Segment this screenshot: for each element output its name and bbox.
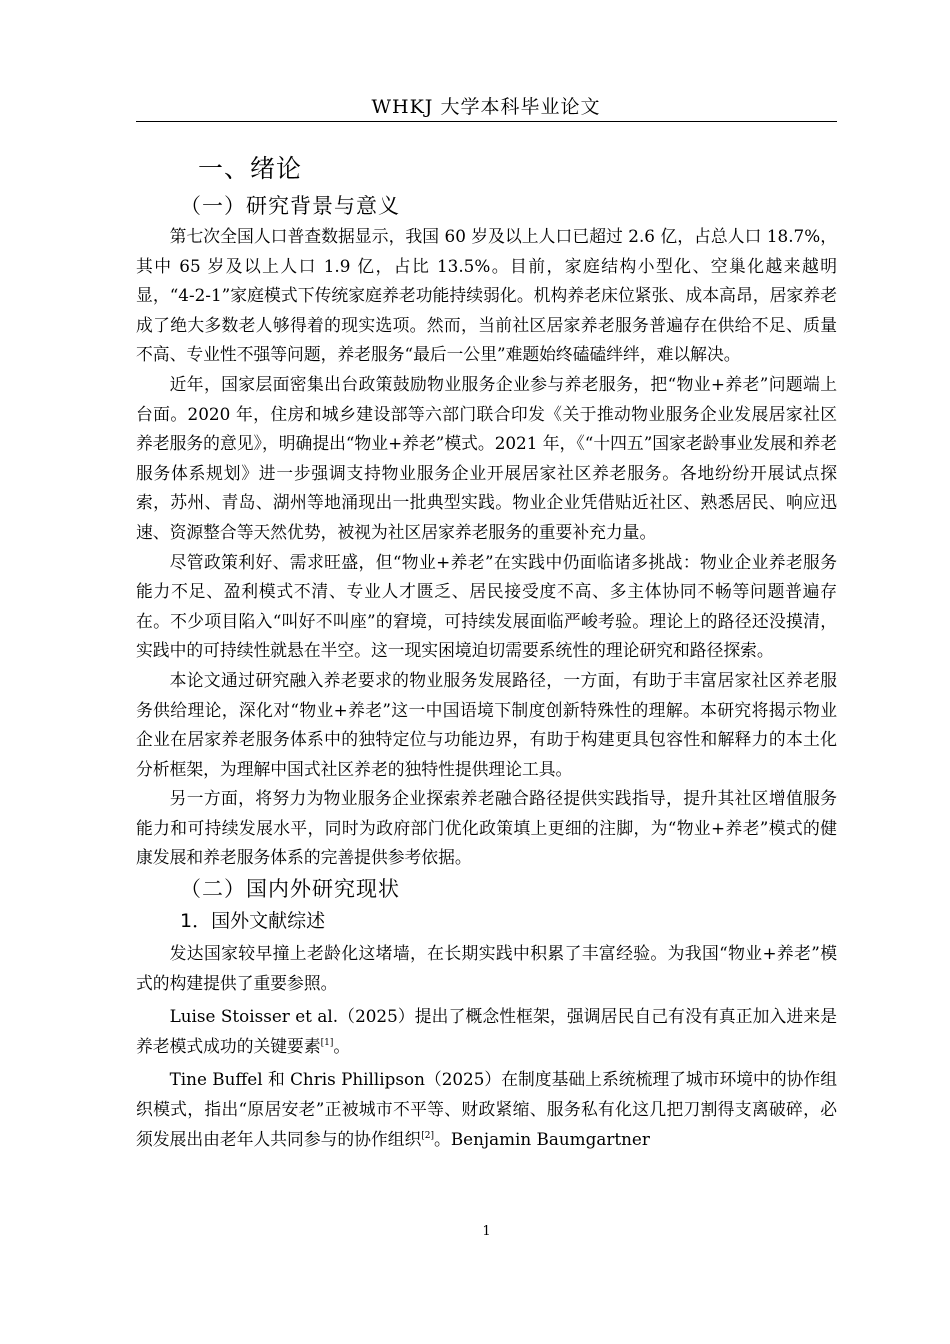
section-title-research-status: （二）国内外研究现状 — [180, 877, 400, 902]
citation-ref[interactable]: [1] — [320, 1037, 334, 1048]
paragraph: 近年，国家层面密集出台政策鼓励物业服务企业参与养老服务，把“物业+养老”问题端上台面。2020 年，住房和城乡建设部等六部门联合印发《关于推动物业服务企业发展居家社区养老服务的意见》，明确提出“物业+养老”模式。2021 年，《“十四五”国家老龄事业发展和养老服务体系规划》进一步强调支持物业服务企业开展居家社区养老服务。各地纷纷开展试点探索，苏州、青岛、湖州等地涌现出一批典型实践。物业企业凭借贴近社区、熟悉居民、响应迅速、资源整合等天然优势，被视为社区居家养老服务的重要补充力量。 — [136, 373, 837, 542]
paragraph — [136, 939, 837, 998]
citation-ref[interactable]: [2] — [421, 1130, 435, 1141]
document-body — [136, 148, 837, 1154]
paragraph: 第七次全国人口普查数据显示，我国 60 岁及以上人口已超过 2.6 亿，占总人口 18.7%，其中 65 岁及以上人口 1.9 亿，占比 13.5%。目前，家庭结构小型化、空巢化越来越明显，“4-2-1”家庭模式下传统家庭养老功能持续弱化。机构养老床位紧张、成本高昂，居家养老成了绝大多数老人够得着的现实选项。然而，当前社区居家养老服务普遍存在供给不足、质量不高、专业性不强等问题，养老服务“最后一公里”难题始终磕磕绊绊，难以解决。 — [136, 226, 837, 365]
page-number: 1 — [482, 1224, 491, 1239]
section-title-background: （一）研究背景与意义 — [180, 194, 400, 218]
paragraph-text: 发达国家较早撞上老龄化这堵墙，在长期实践中积累了丰富经验。为我国“物业+养老”模式的构建提供了重要参照。 — [136, 943, 837, 993]
chapter-title: 一、绪论 — [198, 154, 303, 183]
subsection-title-foreign-literature: 1．国外文献综述 — [180, 910, 326, 933]
paragraph — [136, 1065, 837, 1154]
paragraph: 本论文通过研究融入养老要求的物业服务发展路径，一方面，有助于丰富居家社区养老服务供给理论，深化对“物业+养老”这一中国语境下制度创新特殊性的理解。本研究将揭示物业企业在居家养老服务体系中的独特定位与功能边界，有助于构建更具包容性和解释力的本土化分析框架，为理解中国式社区养老的独特性提供理论工具。 — [136, 669, 837, 779]
header-rule — [136, 121, 837, 122]
paragraph: 尽管政策利好、需求旺盛，但“物业+养老”在实践中仍面临诸多挑战：物业企业养老服务能力不足、盈利模式不清、专业人才匮乏、居民接受度不高、多主体协同不畅等问题普遍存在。不少项目陷入“叫好不叫座”的窘境，可持续发展面临严峻考验。理论上的路径还没摸清，实践中的可持续性就悬在半空。这一现实困境迫切需要系统性的理论研究和路径探索。 — [136, 551, 837, 661]
paragraph-tail: 。 — [333, 1035, 351, 1056]
paragraph-tail: 。Benjamin Baumgartner — [434, 1128, 650, 1149]
paragraph — [136, 1002, 837, 1061]
paragraph-text: Tine Buffel 和 Chris Phillipson（2025）在制度基础上系统梳理了城市环境中的协作组织模式，指出“原居安老”正被城市不平等、财政紧缩、服务私有化这几把刀割得支离破碎，必须发展出由老年人共同参与的协作组织 — [136, 1069, 837, 1149]
page-header-title: WHKJ 大学本科毕业论文 — [371, 96, 601, 118]
paragraph: 另一方面，将努力为物业服务企业探索养老融合路径提供实践指导，提升其社区增值服务能力和可持续发展水平，同时为政府部门优化政策填上更细的注脚，为“物业+养老”模式的健康发展和养老服务体系的完善提供参考依据。 — [136, 788, 837, 868]
paragraph-text: Luise Stoisser et al.（2025）提出了概念性框架，强调居民自己有没有真正加入进来是养老模式成功的关键要素 — [136, 1006, 837, 1056]
